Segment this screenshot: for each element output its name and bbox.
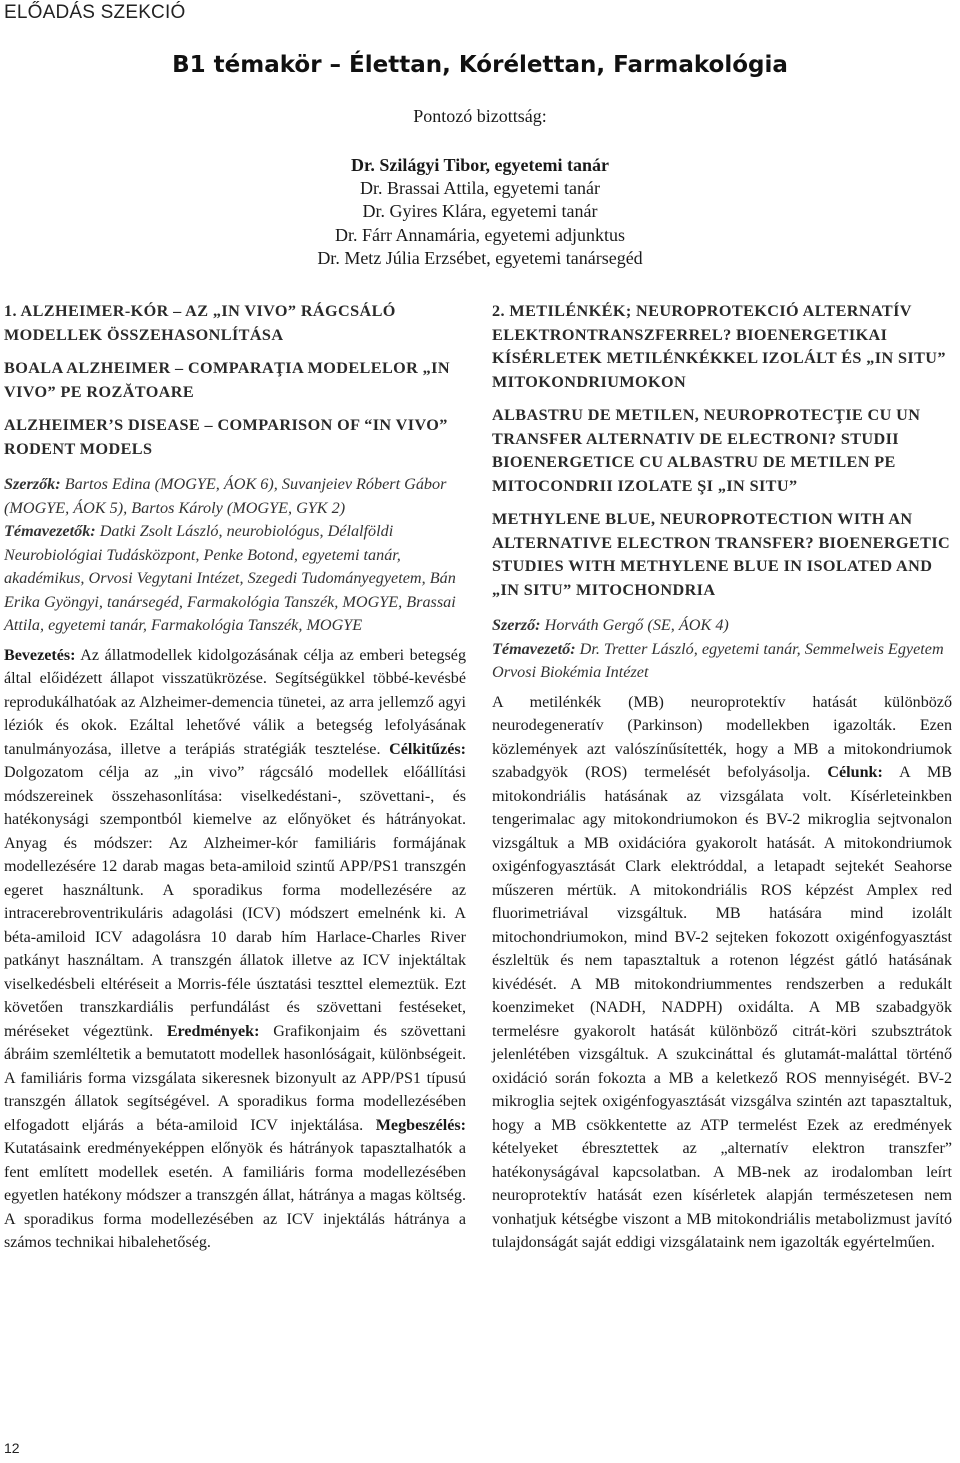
results-text: Grafikonjaim és szövettani ábráim szemléltetik a bemutatott modellek hasonlóságait, különbségeit. A familiáris forma vizsgálata sikeresnek bizonyult az APP/PS1 típusú transzgén állatok segítségével. A sporadikus forma modellezésében elfogadott eljárás a béta-amiloid ICV injektálása. [4,1022,466,1134]
committee-member: Dr. Metz Júlia Erzsébet, egyetemi tanársegéd [317,247,643,268]
supervisors-text: Datki Zsolt László, neurobiológus, Délalföldi Neurobiológiai Tudásközpont, Penke Botond, egyetemi tanár, akadémikus, Orvosi Vegytani Intézet, Szegedi Tudományegyetem, Bán Erika Gyöngyi, tanársegéd, Farmakológia Tanszék, MOGYE, Brassai Attila, egyetemi tanár, Farmakológia Tanszék, MOGYE [4,522,456,634]
discussion-label: Megbeszélés: [375,1116,466,1134]
committee-label: Pontozó bizottság: [413,106,547,126]
supervisor-label: Témavezető: [492,639,576,658]
aim-label: Célkitűzés: [389,740,466,758]
article-2-title-ro: ALBASTRU DE METILEN, NEUROPROTECŢIE CU UN TRANSFER ALTERNATIV DE ELECTRONI? STUDII BIOENERGETICE CU ALBASTRU DE METILEN PE MITOCONDRII IZOLATE ŞI „IN SITU” [492,406,921,495]
body-text-1: A metilénkék (MB) neuroprotektív hatását különböző neurodegeneratív (Parkinson) modellekben igazolták. Ezen közlemények azt valószínűsítették, hogy a MB a mitokondriumok szabadgyök (ROS) termelését befolyásolja. [492,693,952,781]
page-number: 12 [4,1440,20,1456]
authors-label: Szerzők: [4,475,61,493]
body-text-2: A MB mitokondriális hatásának az vizsgálata volt. Kísérleteinkben tengerimalac agy mitokondriumokon és BV-2 mikroglia sejtvonalon vizsgáltuk a MB oxidációra gyakorolt hatását. A mitokondriumok oxigénfogyasztását Clark elektróddal, a letapadt sejtekét Seahorse műszeren mértük. A mitokondriális ROS képzést Amplex red fluorimetriával vizsgáltuk. MB hatására mind izolált mitochondriumokon, mind BV-2 sejteken fokozott oxigénfogyasztást észleltük és nem tapasztaltuk a rotenon légzést gátló hatásának kivédését. A MB mitokondriummentes rendszerben a redukált koenzimeket (NADH, NADPH) oxidálta. A MB szabadgyök termelésre gyakorolt hatását különböző citrát-köri szubsztrátok jelenlétében vizsgáltuk. A szukcináttal és glutamát-maláttal történő oxidáció során fokozta a MB a keletkező ROS mennyiségét. BV-2 mikroglia sejtek oxigénfogyasztását vizsgálva szintén azt tapasztaltuk, hogy a MB csökkentette az ATP termelést Ezek az eredmények kételyeket ébresztettek az „alternatív elektron transzfer” hatékonyságával kapcsolatban. A MB-nek az irodalomban leírt neuroprotektív hatását ezen kísérletek alapján természetesen nem vonhatjuk kétségbe viszont a MB mitokondriális metabolizmust javító tulajdonságát saját eddigi vizsgálataink nem igazolták egyértelműen. [492,764,952,1251]
committee-member: Dr. Fárr Annamária, egyetemi adjunktus [335,224,625,245]
discussion-text: Kutatásaink eredményeképpen előnyök és hátrányok tapasztalhatók a fent említett modellek esetén. A familiáris forma modellezésében egyetlen hatékony módszer a transzgén állat, hátránya a magas költség. A sporadikus forma modellezésében az ICV injektálás hátránya a számos technikai hibalehetőség. [4,1140,466,1251]
article-1-authors [4,473,466,638]
results-label: Eredmények: [166,1022,260,1040]
intro-label: Bevezetés: [4,646,76,664]
article-2 [492,300,952,1255]
committee-member: Dr. Gyires Klára, egyetemi tanár [362,201,598,222]
article-1-abstract [4,644,466,1255]
article-1 [4,300,466,1255]
author-label: Szerző: [492,616,541,634]
intro-text: Az állatmodellek kidolgozásának célja az emberi betegség által előidézett állapot visszatükrözése. Segítségükkel többé-kevésbé reprodukálhatóak az Alzheimer-demencia tünetei, az arra jellemző agyi léziók és okok. Ezáltal lehetővé válik a betegség lefolyásának tanulmányozása, illetve a terápiás stratégiák tesztelése. [4,646,466,758]
committee-list [0,154,960,270]
article-1-title-hu: 1. ALZHEIMER-KÓR – AZ „IN VIVO” RÁGCSÁLÓ MODELLEK ÖSSZEHASONLÍTÁSA [4,302,396,344]
author-text: Horváth Gergő (SE, ÁOK 4) [540,616,729,634]
article-1-title-en: ALZHEIMER’S DISEASE – COMPARISON OF “IN VIVO” RODENT MODELS [4,416,448,458]
article-2-authors [492,614,952,685]
supervisors-label: Témavezetők: [4,522,96,540]
committee-member: Dr. Szilágyi Tibor, egyetemi tanár [351,155,609,175]
article-2-abstract [492,691,952,1255]
article-1-title-ro: BOALA ALZHEIMER – COMPARAŢIA MODELELOR „IN VIVO” PE ROZĂTOARE [4,359,450,401]
topic-title: B1 témakör – Élettan, Kórélettan, Farmakológia [172,52,788,78]
aim-text: Dolgozatom célja az „in vivo” rágcsáló modellek előállítási módszereinek összehasonlítása: viselkedéstani-, szövettani-, és hatékonysági szempontból kiemelve az előnyöket és hátrányokat. Anyag és módszer: Az Alzheimer-kór familiáris formájának modellezésére 12 darab magas beta-amiloid szintű APP/PS1 transzgén egeret használtunk. A sporadikus forma modellezésére az intracerebroventrikuláris adagolási (ICV) módszert emelnénk ki. A béta-amiloid ICV adagolásra 10 darab hím Harlace-Charles River patkányt használtam. A transzgén állatok illetve az ICV injektáltak viselkedésbeli eltéréseit a Morris-féle úsztatási teszttel elemeztük. Ezt követően transzkardiális perfundálást és szövettani festéseket, méréseket végeztünk. [4,764,466,1040]
section-label: ELŐADÁS SZEKCIÓ [4,2,186,23]
committee-member: Dr. Brassai Attila, egyetemi tanár [360,178,600,199]
aim-label: Célunk: [827,764,883,781]
article-2-title-en: METHYLENE BLUE, NEUROPROTECTION WITH AN ALTERNATIVE ELECTRON TRANSFER? BIOENERGETIC STUDIES WITH METHYLENE BLUE IN ISOLATED AND „IN SITU” MITOCHONDRIA [492,510,951,599]
article-2-title-hu: 2. METILÉNKÉK; NEUROPROTEKCIÓ ALTERNATÍV ELEKTRONTRANSZFERREL? BIOENERGETIKAI KÍSÉRLETEK METILÉNKÉKKEL IZOLÁLT ÉS „IN SITU” MITOKONDRIUMOKON [492,302,946,391]
authors-text: Bartos Edina (MOGYE, ÁOK 6), Suvanjeiev Róbert Gábor (MOGYE, ÁOK 5), Bartos Károly (MOGYE, GYK 2) [4,475,447,517]
supervisor-text: Dr. Tretter László, egyetemi tanár, Semmelweis Egyetem Orvosi Biokémia Intézet [492,639,944,681]
